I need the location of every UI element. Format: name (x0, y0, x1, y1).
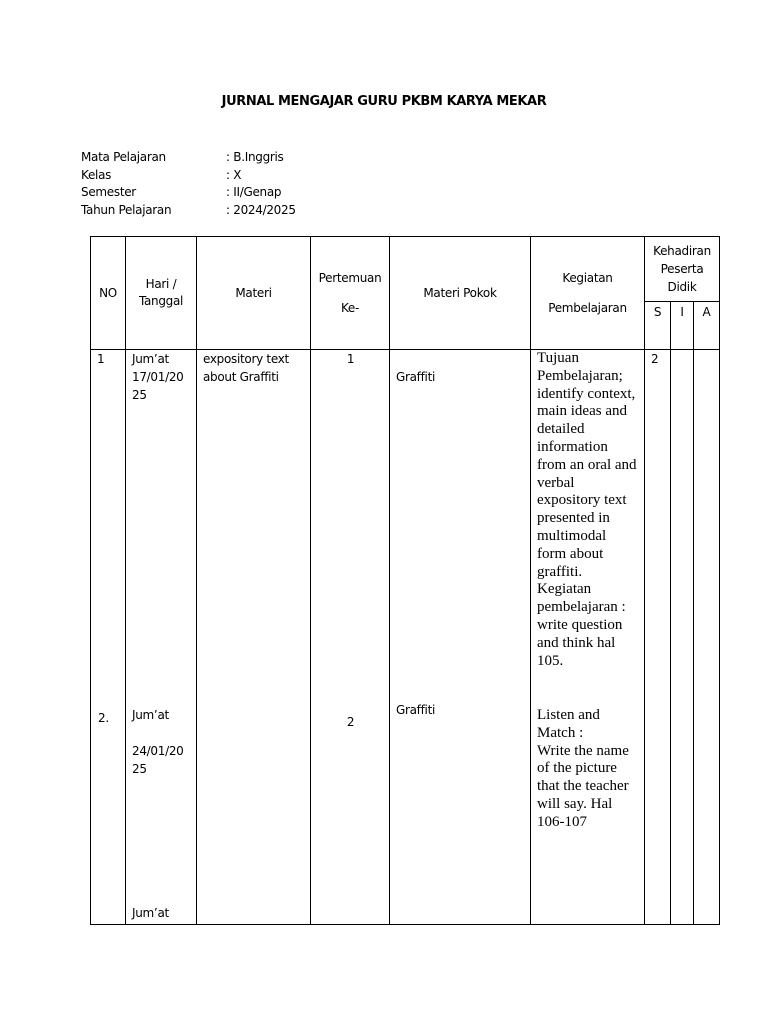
row1-kegiatan: Tujuan Pembelajaran; identify context, main ideas and detailed information from an oral and verbal expository text presented in multimodal form about graffiti. Kegiatan pembelajaran : write question and think hal 105. (537, 350, 637, 669)
info-value: : II/Genap (226, 185, 282, 200)
header-materi-pokok: Materi Pokok (390, 237, 531, 350)
header-pertemuan: Pertemuan Ke- (311, 237, 390, 350)
info-value: : X (226, 167, 242, 182)
cell-a (694, 350, 720, 925)
journal-table (90, 236, 720, 925)
row2-kegiatan: Listen and Match : Write the name of the picture that the teacher will say. Hal 106-107 (537, 707, 629, 830)
header-materi: Materi (197, 237, 311, 350)
cell-pertemuan (311, 350, 390, 925)
header-s: S (645, 302, 671, 350)
cell-s (645, 350, 671, 925)
cell-materi (197, 350, 311, 925)
info-label: Semester (81, 185, 136, 200)
cell-i (671, 350, 694, 925)
info-label: Kelas (81, 167, 112, 182)
header-hari-tanggal: Hari / Tanggal (126, 237, 197, 350)
row2-hari: Jum’at 24/01/20 25 (132, 708, 184, 776)
header-row (91, 237, 720, 302)
header-kehadiran: Kehadiran Peserta Didik (645, 237, 720, 302)
row2-materi-pokok: Graffiti (396, 703, 436, 717)
info-label: Tahun Pelajaran (81, 203, 172, 218)
header-i: I (671, 302, 694, 350)
row1-materi: expository text about Graffiti (203, 352, 289, 384)
row2-pertemuan: 2 (346, 715, 355, 729)
row1-no: 1 (97, 352, 105, 366)
row1-hari: Jum’at 17/01/20 25 (132, 352, 184, 402)
cell-kegiatan (531, 350, 645, 925)
cell-hari-tanggal (126, 350, 197, 925)
document-title: JURNAL MENGAJAR GURU PKBM KARYA MEKAR (221, 94, 547, 109)
info-value: : B.Inggris (226, 150, 284, 164)
header-no: NO (91, 237, 126, 350)
info-label: Mata Pelajaran (81, 150, 166, 164)
row1-materi-pokok: Graffiti (396, 370, 436, 384)
row1-s: 2 (651, 352, 659, 366)
row1-pertemuan: 1 (346, 352, 355, 366)
row2-no: 2. (98, 711, 109, 725)
info-value: : 2024/2025 (226, 203, 296, 218)
cell-materi-pokok (390, 350, 531, 925)
cell-no (91, 350, 126, 925)
table-body-row (91, 350, 720, 925)
row3-hari: Jum’at (132, 906, 169, 920)
header-a: A (694, 302, 720, 350)
header-kegiatan: Kegiatan Pembelajaran (531, 237, 645, 350)
